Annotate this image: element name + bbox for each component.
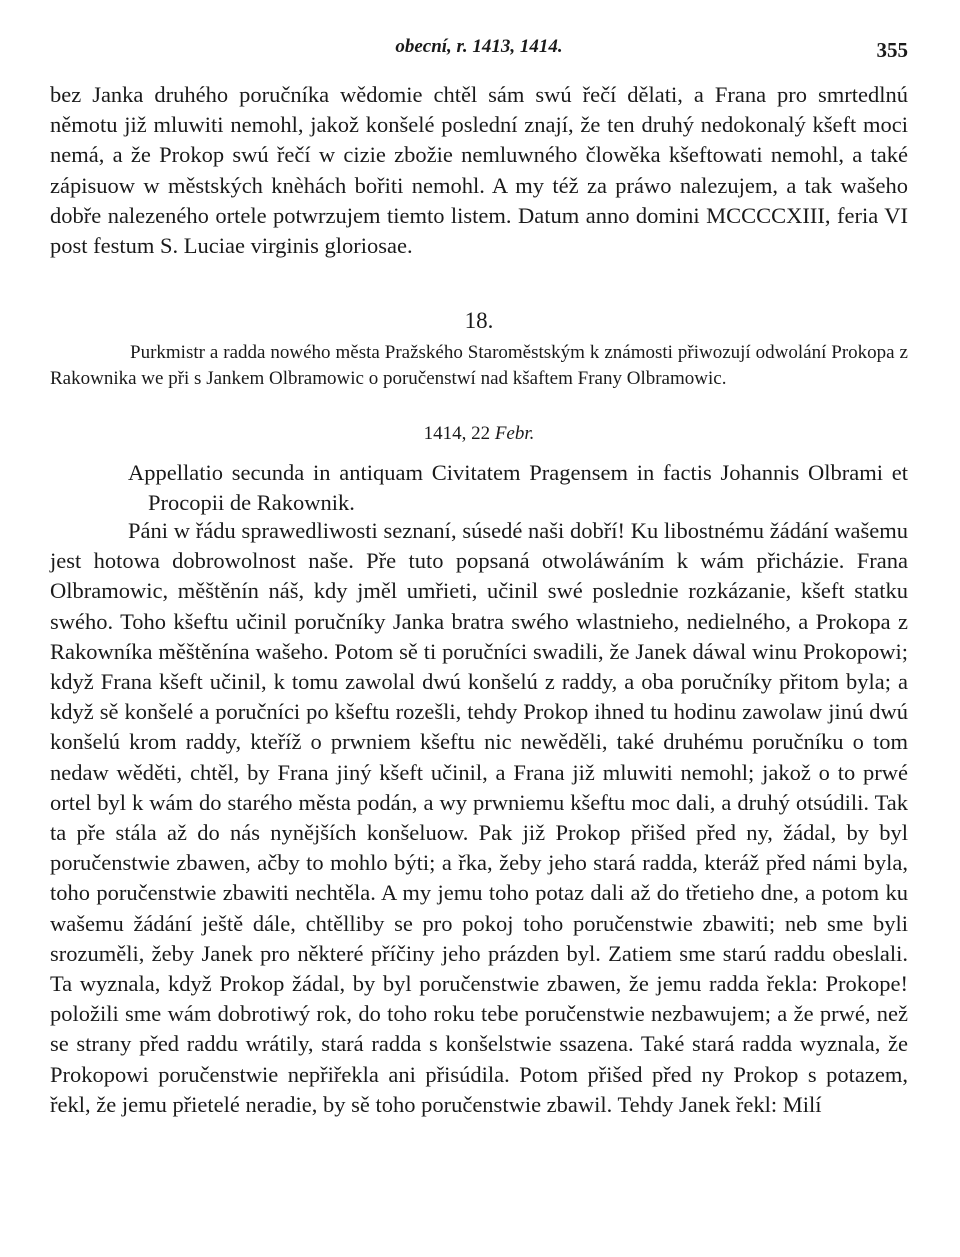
body-text: Páni w řádu sprawedliwosti seznaní, súsedé naši dobří! Ku libostnému žádání wašemu jest hotowa dobrowolnost naše. Pře tuto popsaná otwoláwáním k wám přicházie. Frana Olbramowic, měštěnín náš, kdy jměl umřieti, učinil swé poslednie rozkázanie, kšeft statku swého. Toho kšeftu učinil poručníky Janka bratra swého wlastnieho, nedielného, a Prokopa z Rakowníka měštěnína wašeho. Potom sě ti poručníci swadili, že Janek dáwal winu Prokopowi; když Frana kšeft učinil, k tomu zawolal dwú konšelú z raddy, a oba poručníky přitom byla; a když sě konšelé a poručníci po kšeftu rozešli, tehdy Prokop ihned tu hodinu zawolaw jinú dwú konšelú krom raddy, kteříž o prwniem kšeftu nic newěděli, také druhému poručníku o tom nedaw wěděti, chtěl, by Frana jiný kšeft učinil, a Frana již mluwiti nemohl; jakož o to prwé ortel byl k wám do starého města podán, a wy prwniemu kšeftu moc dali, a druhý otsúdili. Tak ta pře stála až do nás nynějších konšeluow. Pak již Prokop přišed před ny, žádal, by byl poručenstwie zbawen, ačby to mohlo býti; a řka, žeby jeho stará radda, kteráž před námi byla, toho poručenstwie zbawiti nechtěla. A my jemu toho potaz dali až do třetieho dne, a potom ku wašemu žádání ještě dále, chtělliby se pro pokoj toho poručenstwie zbawiti; neb sme byli srozuměli, žeby Janek pro některé příčiny jeho prázden byl. Zatiem sme starú raddu obeslali. Ta wyznala, když Prokop žádal, by byl poručenstwie zbawen, že jemu radda řekla: Prokope! položili sme wám dobrotiwý rok, do toho roku tebe poručenstwie nezbawujem; a že prwé, než se strany před raddu wrátily, stará radda s konšelstwie ssazena. Také stará radda wyznala, že Prokopowi poručenstwie nepřiřekla ani přisúdila. Potom přišed před ny Prokop s potazem, řekl, že jemu přietelé neradie, by sě toho poručenstwie zbawil. Tehdy Janek řekl: Milí bbox=[50, 518, 908, 1117]
document-body bbox=[50, 516, 908, 1120]
paragraph: bez Janka druhého poručníka wědomie chtěl sám swú řečí dělati, a Frana pro smrtedlnú němotu již mluwiti nemohl, jakož konšelé poslední znají, že ten druhý nedokonalý kšeft moci nemá, a že Prokop swú řečí w cizie zbožie nemluwného člowěka kšeftowati nemohl, a také zápisuow w městských knèhách bořiti nemohl. A my též za práwo nalezujem, a tak wašeho dobře nalezeného ortele potwrzujem tiemto listem. Datum anno domini MCCCCXIII, feria VI post festum S. Luciae virginis gloriosae. bbox=[50, 82, 908, 259]
running-head: obecní, r. 1413, 1414. bbox=[395, 36, 563, 57]
date-month: Febr. bbox=[494, 423, 535, 444]
document-date bbox=[50, 423, 908, 445]
date-day: 1414, 22 bbox=[423, 423, 491, 444]
document-number: 18. bbox=[464, 308, 494, 333]
page-number: 355 bbox=[876, 38, 908, 62]
summary-text: Purkmistr a radda nowého města Pražského Staroměstským k známosti přiwozují odwolání Prokopa z Rakownika we při s Jankem Olbramowic o poručenstwí nad kšaftem Frany Olbramowic. bbox=[50, 342, 908, 389]
latin-title-text: Appellatio secunda in antiquam Civitatem Pragensem in factis Johannis Olbrami et Procopii de Rakownik. bbox=[128, 460, 908, 515]
latin-title bbox=[50, 458, 908, 518]
continued-text bbox=[50, 80, 908, 261]
document-summary bbox=[50, 340, 908, 392]
page-header bbox=[50, 36, 908, 64]
